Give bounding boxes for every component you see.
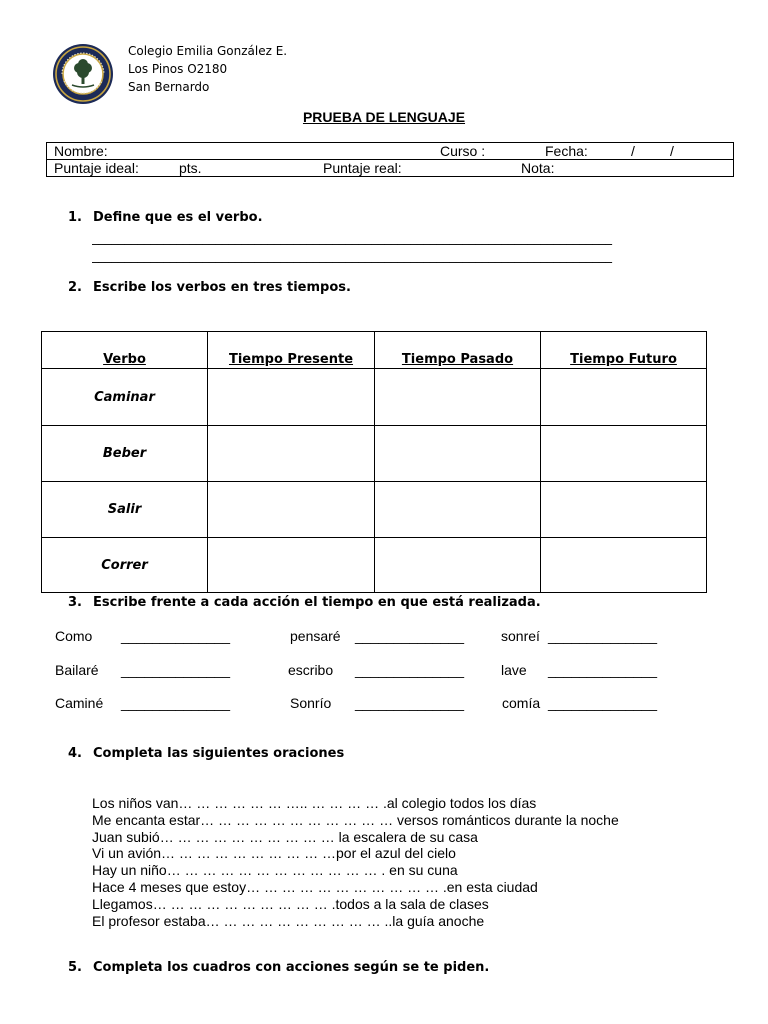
school-street: Los Pinos O2180: [128, 62, 228, 76]
answer-cell[interactable]: [208, 482, 375, 538]
q3-word: pensaré: [290, 628, 341, 644]
info-row-1[interactable]: [47, 143, 734, 160]
q4-text: Completa las siguientes oraciones: [93, 746, 345, 761]
q2-text: Escribe los verbos en tres tiempos.: [93, 280, 351, 295]
sentence-item[interactable]: Hay un niño… … … … … … … … … … … … . en su cuna: [92, 862, 458, 879]
answer-cell[interactable]: [375, 482, 541, 538]
school-city: San Bernardo: [128, 80, 210, 94]
fecha-label: Fecha:: [545, 143, 588, 159]
answer-cell[interactable]: [541, 482, 707, 538]
school-name: Colegio Emilia González E.: [128, 44, 288, 58]
verb-correr: Correr: [42, 538, 208, 593]
q3-word: escribo: [288, 662, 334, 678]
puntaje-ideal-label: Puntaje ideal:: [54, 160, 139, 176]
answer-cell[interactable]: [541, 426, 707, 482]
nombre-label: Nombre:: [54, 143, 108, 159]
q3-blank[interactable]: ______________: [355, 695, 465, 711]
curso-label: Curso :: [440, 143, 486, 159]
page-title: PRUEBA DE LENGUAJE: [302, 109, 466, 125]
q3-blank[interactable]: ______________: [355, 662, 465, 678]
q1-answer-line-1[interactable]: ________________________________________________________________________________: [92, 231, 612, 246]
fecha-slash-1: /: [631, 143, 635, 159]
sentence-item[interactable]: Vi un avión… … … … … … … … … …por el azul del cielo: [92, 845, 456, 862]
q1-answer-line-2[interactable]: ________________________________________________________________________________: [92, 249, 612, 264]
q3-word: Sonrío: [290, 695, 332, 711]
q3-blank[interactable]: ______________: [121, 628, 231, 644]
q3-blank[interactable]: ______________: [121, 662, 231, 678]
answer-cell[interactable]: [208, 426, 375, 482]
q3-word: comía: [502, 695, 541, 711]
q3-blank[interactable]: ______________: [355, 628, 465, 644]
q5-text: Completa los cuadros con acciones según se te piden.: [93, 960, 490, 975]
q4-sentences: [92, 795, 619, 929]
sentence-item[interactable]: Los niños van… … … … … … ….. … … … … .al colegio todos los días: [92, 795, 537, 811]
answer-cell[interactable]: [375, 369, 541, 426]
sentence-item[interactable]: Hace 4 meses que estoy… … … … … … … … … … … .en esta ciudad: [92, 878, 538, 895]
q3-word: Bailaré: [55, 662, 99, 678]
q3-blank[interactable]: ______________: [121, 695, 231, 711]
verb-tense-table: [41, 331, 707, 593]
answer-cell[interactable]: [208, 369, 375, 426]
verb-caminar: Caminar: [42, 369, 208, 426]
q1-text: Define que es el verbo.: [93, 210, 263, 225]
answer-cell[interactable]: [208, 538, 375, 593]
q1-number: 1.: [68, 210, 82, 225]
info-row-2[interactable]: [47, 160, 734, 177]
q5-number: 5.: [68, 960, 82, 975]
answer-cell[interactable]: [375, 426, 541, 482]
q3-text: Escribe frente a cada acción el tiempo en que está realizada.: [93, 595, 541, 610]
student-info-table: [46, 142, 734, 177]
q3-blank[interactable]: ______________: [548, 628, 658, 644]
sentence-item[interactable]: Juan subió… … … … … … … … … … la escalera de su casa: [92, 828, 478, 845]
q2-number: 2.: [68, 280, 82, 295]
q3-word: Caminé: [55, 695, 104, 711]
puntaje-real-label: Puntaje real:: [323, 160, 402, 176]
q3-word: lave: [501, 662, 527, 678]
header-presente: Tiempo Presente: [208, 332, 375, 369]
sentence-item[interactable]: Me encanta estar… … … … … … … … … … … versos románticos durante la noche: [92, 811, 619, 828]
header-futuro: Tiempo Futuro: [541, 332, 707, 369]
school-address: [128, 42, 287, 96]
q3-number: 3.: [68, 595, 82, 610]
answer-cell[interactable]: [541, 538, 707, 593]
q4-number: 4.: [68, 746, 82, 761]
q3-word: sonreí: [501, 628, 540, 644]
verb-salir: Salir: [42, 482, 208, 538]
fecha-slash-2: /: [670, 143, 674, 159]
nota-label: Nota:: [521, 160, 555, 176]
verb-beber: Beber: [42, 426, 208, 482]
q3-blank[interactable]: ______________: [548, 695, 658, 711]
header-pasado: Tiempo Pasado: [375, 332, 541, 369]
header-verbo: Verbo: [42, 332, 208, 369]
q3-blank[interactable]: ______________: [548, 662, 658, 678]
sentence-item[interactable]: El profesor estaba… … … … … … … … … … ..la guía anoche: [92, 912, 485, 929]
q3-word: Como: [55, 628, 93, 644]
sentence-item[interactable]: Llegamos… … … … … … … … … … .todos a la sala de clases: [92, 895, 489, 912]
pts-label: pts.: [179, 160, 202, 176]
school-seal: [52, 43, 114, 105]
answer-cell[interactable]: [375, 538, 541, 593]
answer-cell[interactable]: [541, 369, 707, 426]
